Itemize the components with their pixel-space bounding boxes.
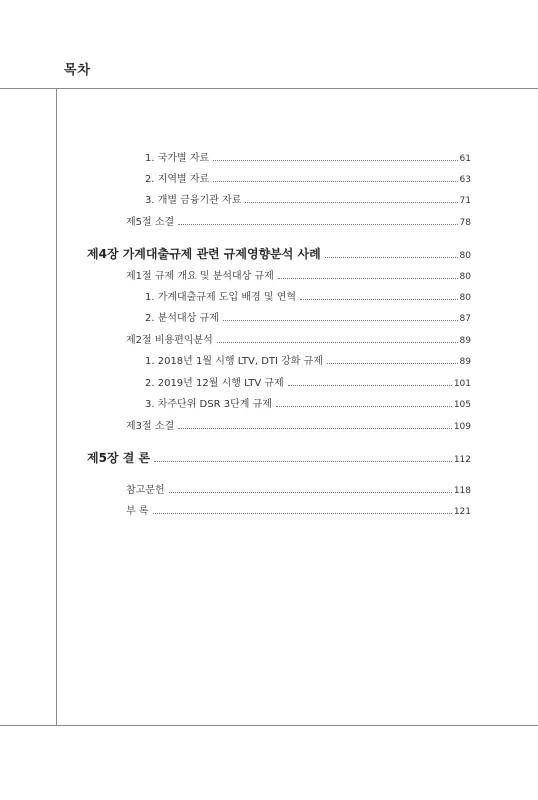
toc-entry-page: 80 — [459, 251, 471, 261]
leader-dots — [213, 174, 457, 182]
leader-dots — [223, 313, 458, 321]
toc-entry[interactable] — [145, 352, 471, 367]
leader-dots — [325, 249, 458, 258]
header-divider — [0, 88, 538, 89]
toc-entry-page: 105 — [453, 400, 471, 410]
toc-entry-page: 89 — [459, 357, 471, 367]
leader-dots — [154, 453, 452, 462]
toc-entry-label: 2. 2019년 12월 시행 LTV 규제 — [145, 378, 284, 389]
toc-entry-page: 112 — [453, 455, 471, 465]
toc-entry-page: 80 — [459, 272, 471, 282]
toc-entry-page: 101 — [453, 379, 471, 389]
leader-dots — [300, 292, 458, 300]
toc-entry-page: 63 — [459, 175, 471, 185]
toc-entry[interactable] — [145, 170, 471, 185]
toc-entry-label: 제3절 소결 — [126, 421, 175, 432]
toc-chapter-entry[interactable] — [87, 449, 471, 466]
toc-chapter-label: 제4장 가계대출규제 관련 규제영향분석 사례 — [87, 247, 321, 261]
toc-entry-page: 87 — [459, 314, 471, 324]
page-title: 목차 — [64, 63, 92, 78]
leader-dots — [245, 195, 457, 203]
toc-entry-page: 78 — [459, 218, 471, 228]
toc-entry-page: 89 — [459, 336, 471, 346]
toc-entry[interactable] — [145, 149, 471, 164]
toc-entry-label: 제1절 규제 개요 및 분석대상 규제 — [126, 271, 274, 282]
toc-section-entry[interactable] — [126, 417, 471, 432]
toc-appendix-entry[interactable] — [126, 502, 471, 517]
toc-entry[interactable] — [145, 191, 471, 206]
toc-entry[interactable] — [145, 288, 471, 303]
toc-entry-page: 61 — [459, 154, 471, 164]
leader-dots — [276, 399, 452, 407]
toc-entry-label: 3. 개별 금융기관 자료 — [145, 195, 242, 206]
leader-dots — [178, 217, 457, 225]
toc-entry-page: 71 — [459, 196, 471, 206]
leader-dots — [169, 485, 452, 493]
footer-divider — [0, 725, 538, 726]
leader-dots — [327, 356, 458, 364]
leader-dots — [278, 271, 458, 279]
toc-entry-page: 80 — [459, 293, 471, 303]
toc-entry-page: 121 — [453, 507, 471, 517]
toc-entry-label: 2. 지역별 자료 — [145, 174, 210, 185]
leader-dots — [213, 153, 457, 161]
toc-entry-label: 3. 차주단위 DSR 3단계 규제 — [145, 399, 272, 410]
toc-chapter-entry[interactable] — [87, 245, 471, 262]
leader-dots — [288, 378, 452, 386]
toc-entry[interactable] — [145, 309, 471, 324]
toc-entry-label: 제2절 비용편익분석 — [126, 335, 213, 346]
toc-appendix-entry[interactable] — [126, 481, 471, 496]
toc-entry-label: 부 록 — [126, 506, 149, 517]
toc-entry-label: 2. 분석대상 규제 — [145, 313, 219, 324]
toc-section-entry[interactable] — [126, 267, 471, 282]
leader-dots — [178, 421, 452, 429]
margin-rule — [56, 88, 57, 725]
toc-entry-page: 109 — [453, 422, 471, 432]
toc-section-entry[interactable] — [126, 331, 471, 346]
toc-entry-page: 118 — [453, 486, 471, 496]
toc-entry-label: 참고문헌 — [126, 485, 165, 496]
toc-entry-label: 제5절 소결 — [126, 217, 175, 228]
toc-chapter-label: 제5장 결 론 — [87, 451, 151, 465]
toc-section-entry[interactable] — [126, 213, 471, 228]
toc-entry[interactable] — [145, 395, 471, 410]
toc-entry-label: 1. 2018년 1월 시행 LTV, DTI 강화 규제 — [145, 356, 323, 367]
leader-dots — [153, 506, 452, 514]
toc-entry[interactable] — [145, 374, 471, 389]
toc-entry-label: 1. 국가별 자료 — [145, 153, 210, 164]
leader-dots — [217, 335, 458, 343]
toc-entry-label: 1. 가계대출규제 도입 배경 및 연혁 — [145, 292, 297, 303]
